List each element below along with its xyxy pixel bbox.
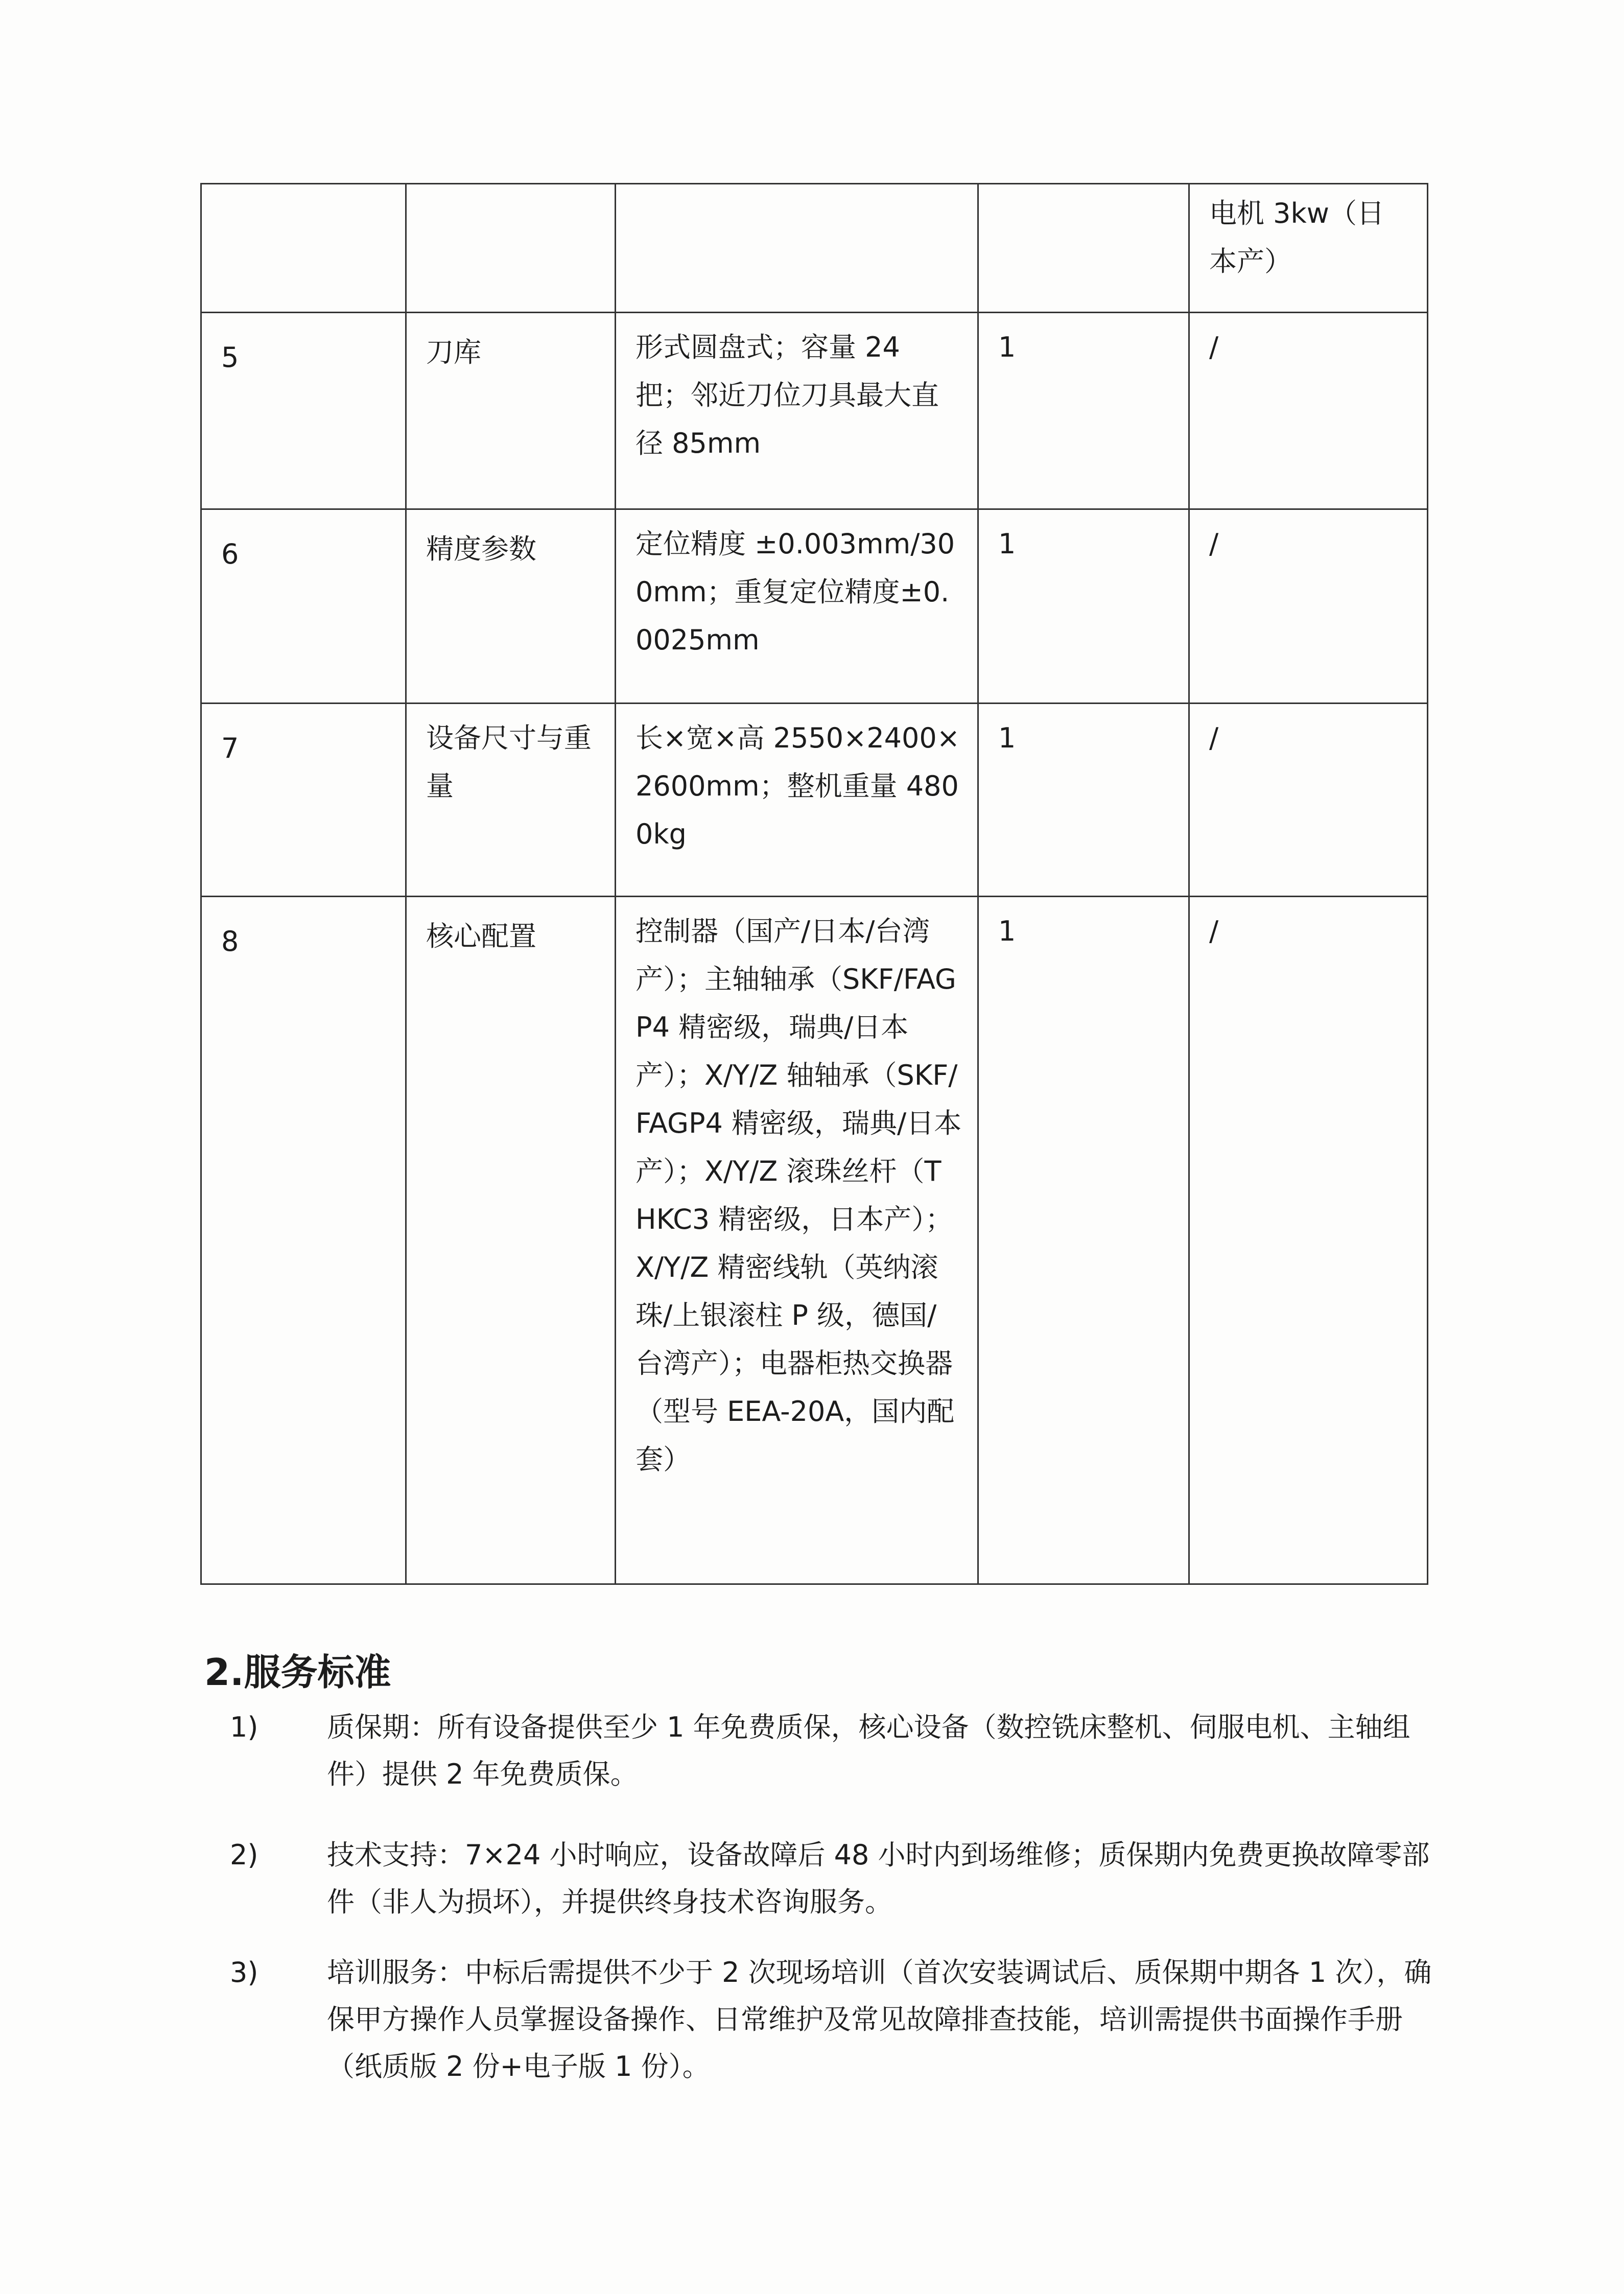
cell-qty: 1 <box>978 509 1189 704</box>
item-text: 质保期：所有设备提供至少 1 年免费质保，核心设备（数控铣床整机、伺服电机、主轴组件）提供 2 年免费质保。 <box>327 1711 1410 1790</box>
cell-name: 精度参数 <box>406 509 616 704</box>
cell-note: / <box>1189 509 1428 704</box>
cell-note: 电机 3kw（日本产） <box>1189 184 1428 313</box>
item-number: 1) <box>230 1711 258 1743</box>
cell-name: 设备尺寸与重量 <box>406 704 616 897</box>
cell-no <box>201 184 406 313</box>
cell-no: 7 <box>201 704 406 897</box>
cell-note: / <box>1189 704 1428 897</box>
item-text: 培训服务：中标后需提供不少于 2 次现场培训（首次安装调试后、质保期中期各 1 次），确保甲方操作人员掌握设备操作、日常维护及常见故障排查技能，培训需提供书面操作手册（纸质版 2 份+电子版 1 份）。 <box>327 1956 1432 2082</box>
list-item <box>230 1832 1435 1926</box>
table-row <box>201 509 1428 704</box>
cell-no: 8 <box>201 897 406 1584</box>
cell-name: 刀库 <box>406 313 616 509</box>
table-row <box>201 184 1428 313</box>
cell-spec: 定位精度 ±0.003mm/300mm；重复定位精度±0.0025mm <box>616 509 978 704</box>
cell-spec: 长×宽×高 2550×2400×2600mm；整机重量 4800kg <box>616 704 978 897</box>
cell-name <box>406 184 616 313</box>
section-title: 2.服务标准 <box>204 1651 391 1694</box>
cell-no: 6 <box>201 509 406 704</box>
cell-qty: 1 <box>978 897 1189 1584</box>
table-row <box>201 313 1428 509</box>
cell-spec <box>616 184 978 313</box>
equipment-spec-table <box>200 183 1428 1585</box>
list-item <box>230 1949 1435 2090</box>
list-item <box>230 1704 1435 1798</box>
item-number: 2) <box>230 1839 258 1871</box>
cell-spec: 形式圆盘式；容量 24 把；邻近刀位刀具最大直径 85mm <box>616 313 978 509</box>
table-row <box>201 704 1428 897</box>
cell-qty: 1 <box>978 313 1189 509</box>
item-text: 技术支持：7×24 小时响应，设备故障后 48 小时内到场维修；质保期内免费更换故障零部件（非人为损坏），并提供终身技术咨询服务。 <box>327 1839 1430 1918</box>
cell-qty: 1 <box>978 704 1189 897</box>
cell-note: / <box>1189 897 1428 1584</box>
cell-note: / <box>1189 313 1428 509</box>
table-row <box>201 897 1428 1584</box>
cell-name: 核心配置 <box>406 897 616 1584</box>
cell-qty <box>978 184 1189 313</box>
item-number: 3) <box>230 1956 258 1988</box>
cell-no: 5 <box>201 313 406 509</box>
cell-spec: 控制器（国产/日本/台湾产）；主轴轴承（SKF/FAGP4 精密级，瑞典/日本产）；X/Y/Z 轴轴承（SKF/FAGP4 精密级，瑞典/日本产）；X/Y/Z 滚珠丝杆（THKC3 精密级，日本产）；X/Y/Z 精密线轨（英纳滚珠/上银滚柱 P 级，德国/台湾产）；电器柜热交换器（型号 EEA-20A，国内配套） <box>616 897 978 1584</box>
